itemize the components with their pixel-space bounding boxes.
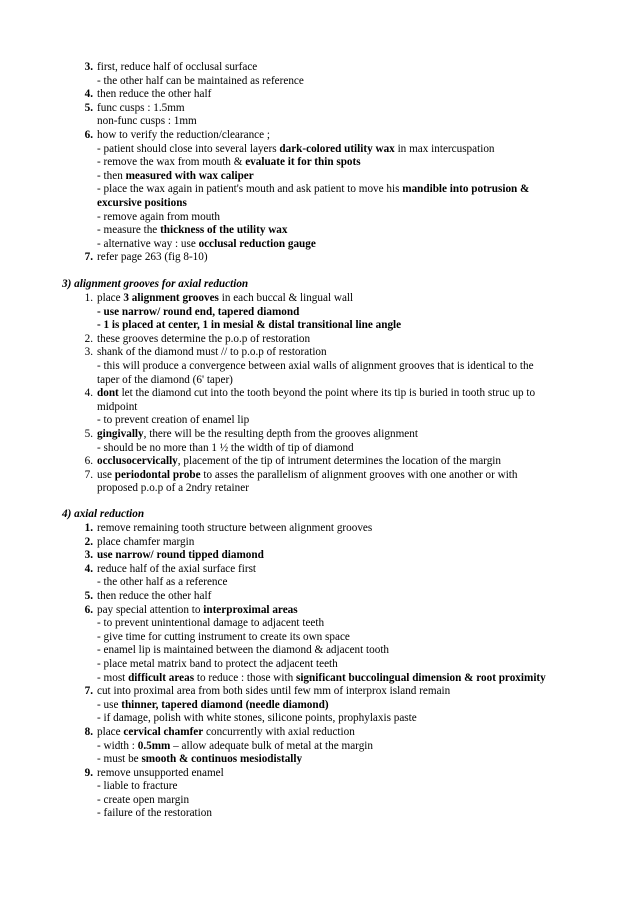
text-run: - most: [97, 671, 129, 684]
text-run: , placement of the tip of intrument determines the location of the margin: [177, 455, 501, 468]
bold-text-run: excursive positions: [97, 196, 187, 209]
list-number: 1.: [84, 522, 93, 534]
list-line: [0, 428, 638, 442]
list-text: [97, 767, 224, 781]
text-run: - the other half as a reference: [97, 576, 228, 589]
section3-heading: 3) alignment grooves for axial reduction: [62, 278, 249, 290]
list-line: [0, 522, 638, 536]
text-run: - patient should close into several layers: [97, 142, 280, 155]
text-run: - to prevent unintentional damage to adjacent teeth: [97, 617, 325, 630]
list-number: 3.: [84, 549, 93, 562]
list-text: [97, 442, 354, 456]
list-text: [97, 780, 177, 794]
list-line: [0, 576, 638, 590]
list-text: [97, 753, 302, 767]
bold-text-run: difficult areas: [128, 671, 195, 684]
list-number: 2.: [84, 332, 93, 345]
list-number: 8.: [84, 725, 93, 738]
bold-text-run: thickness of the utility wax: [160, 224, 288, 237]
text-run: - enamel lip is maintained between the diamond & adjacent tooth: [97, 644, 390, 657]
text-run: remove unsupported enamel: [97, 766, 224, 779]
text-run: - liable to fracture: [97, 780, 178, 793]
text-run: proposed p.o.p of a 2ndry retainer: [97, 482, 249, 495]
bold-text-run: thinner, tapered diamond (needle diamond): [121, 698, 329, 711]
list-line: [0, 644, 638, 658]
list-text: [97, 374, 233, 388]
list-line: [0, 699, 638, 713]
list-line: [0, 455, 638, 469]
list-line: [0, 794, 638, 808]
section4-heading: 4) axial reduction: [62, 508, 145, 520]
list-line: [0, 156, 638, 170]
text-run: first, reduce half of occlusal surface: [97, 61, 258, 73]
text-run: , there will be the resulting depth from the grooves alignment: [143, 427, 418, 440]
bold-text-run: dark-colored utility wax: [279, 142, 395, 155]
list-line: [0, 306, 638, 320]
list-line: [0, 672, 638, 686]
text-run: reduce half of the axial surface first: [97, 562, 257, 575]
list-line: [0, 224, 638, 238]
text-run: let the diamond cut into the tooth beyond the point where its tip is buried in tooth struc up to: [118, 387, 536, 400]
text-run: remove remaining tooth structure between alignment grooves: [97, 522, 373, 534]
list-text: [97, 576, 227, 590]
list-line: [0, 658, 638, 672]
list-text: [97, 143, 495, 157]
list-line: [0, 333, 638, 347]
text-run: use: [97, 468, 115, 481]
text-run: – allow adequate bulk of metal at the margin: [170, 739, 374, 752]
text-run: - failure of the restoration: [97, 807, 212, 820]
list-number: 4.: [84, 562, 93, 575]
bold-text-run: measured with wax caliper: [125, 169, 254, 182]
list-line: [0, 740, 638, 754]
text-run: place chamfer margin: [97, 535, 195, 548]
bold-text-run: cervical chamfer: [123, 725, 204, 738]
bold-text-run: interproximal areas: [203, 603, 298, 616]
list-line: [0, 211, 638, 225]
text-run: non-func cusps : 1mm: [97, 115, 197, 128]
text-run: - alternative way : use: [97, 237, 199, 250]
list-number: 3.: [84, 346, 93, 359]
list-text: [97, 522, 372, 536]
section3-list: [0, 292, 638, 496]
bold-text-run: periodontal probe: [114, 468, 201, 481]
list-text: [97, 401, 137, 415]
list-text: [97, 414, 249, 428]
list-line: [0, 590, 638, 604]
bold-text-run: gingivally: [97, 427, 144, 440]
list-text: [97, 88, 211, 102]
list-line: [0, 767, 638, 781]
list-text: [97, 129, 270, 143]
list-line: [0, 604, 638, 618]
text-run: - use: [97, 698, 122, 711]
list-text: [97, 712, 417, 726]
list-text: [97, 644, 389, 658]
bold-text-run: - 1 is placed at center, 1 in mesial & distal transitional line angle: [97, 319, 402, 332]
list-line: [0, 197, 638, 211]
bold-text-run: occlusocervically: [97, 455, 178, 468]
list-text: [97, 536, 194, 550]
text-run: - to prevent creation of enamel lip: [97, 414, 250, 427]
list-line: [0, 442, 638, 456]
list-text: [97, 170, 254, 184]
text-run: - width :: [97, 739, 138, 752]
bold-text-run: significant buccolingual dimension & root proximity: [295, 671, 546, 684]
list-number: 5.: [84, 589, 93, 602]
list-text: [97, 115, 197, 129]
text-run: - place metal matrix band to protect the adjacent teeth: [97, 657, 338, 670]
text-run: then reduce the other half: [97, 589, 212, 602]
list-text: [97, 360, 534, 374]
text-run: to reduce : those with: [194, 671, 296, 684]
list-line: [0, 251, 638, 265]
list-text: [97, 794, 189, 808]
text-run: - create open margin: [97, 793, 190, 806]
list-text: [97, 333, 310, 347]
list-text: [97, 428, 418, 442]
text-run: shank of the diamond must // to p.o.p of restoration: [97, 346, 327, 359]
list-line: [0, 536, 638, 550]
list-number: 4.: [84, 387, 93, 400]
list-text: [97, 699, 329, 713]
list-line: [0, 563, 638, 577]
list-text: [97, 102, 185, 116]
list-number: 4.: [84, 88, 93, 101]
text-run: how to verify the reduction/clearance ;: [97, 128, 271, 141]
list-text: [97, 563, 256, 577]
list-line: [0, 319, 638, 333]
list-text: [97, 61, 257, 75]
text-run: then reduce the other half: [97, 88, 212, 101]
text-run: - should be no more than 1 ½ the width of tip of diamond: [97, 441, 354, 454]
list-line: [0, 482, 638, 496]
list-line: [0, 238, 638, 252]
bold-text-run: 0.5mm: [137, 739, 171, 752]
list-text: [97, 346, 327, 360]
list-text: [97, 740, 373, 754]
list-text: [97, 251, 208, 265]
list-number: 7.: [84, 685, 93, 698]
text-run: - the other half can be maintained as reference: [97, 74, 304, 87]
bold-text-run: mandible into potrusion &: [402, 183, 530, 196]
text-run: - remove the wax from mouth &: [97, 156, 246, 169]
list-line: [0, 292, 638, 306]
list-line: [0, 115, 638, 129]
list-text: [97, 211, 220, 225]
list-text: [97, 183, 529, 197]
text-run: cut into proximal area from both sides until few mm of interprox island remain: [97, 685, 451, 698]
text-run: place: [97, 292, 124, 304]
list-text: [97, 604, 298, 618]
list-number: 2.: [84, 535, 93, 548]
list-line: [0, 712, 638, 726]
text-run: - place the wax again in patient's mouth and ask patient to move his: [97, 183, 403, 196]
list-text: [97, 224, 287, 238]
list-number: 6.: [84, 603, 93, 616]
list-text: [97, 319, 401, 333]
list-line: [0, 374, 638, 388]
bold-text-run: - use narrow/ round end, tapered diamond: [97, 305, 300, 318]
list-text: [97, 672, 546, 686]
list-line: [0, 143, 638, 157]
list-line: [0, 346, 638, 360]
list-text: [97, 306, 299, 320]
text-run: taper of the diamond (6' taper): [97, 373, 233, 386]
list-text: [97, 469, 518, 483]
list-number: 7.: [84, 251, 93, 264]
list-line: [0, 631, 638, 645]
bold-text-run: smooth & continuos mesiodistally: [141, 753, 303, 766]
text-run: - if damage, polish with white stones, silicone points, prophylaxis paste: [97, 712, 417, 725]
text-run: these grooves determine the p.o.p of restoration: [97, 332, 311, 345]
list-text: [97, 631, 350, 645]
list-number: 5.: [84, 101, 93, 114]
list-line: [0, 617, 638, 631]
list-line: [0, 360, 638, 374]
list-text: [97, 292, 353, 306]
bold-text-run: occlusal reduction gauge: [198, 237, 316, 250]
list-text: [97, 726, 355, 740]
text-run: - remove again from mouth: [97, 210, 221, 223]
list-line: [0, 401, 638, 415]
text-run: to asses the parallelism of alignment grooves with one another or with: [200, 468, 518, 481]
section4-list: [0, 522, 638, 821]
text-run: - must be: [97, 753, 142, 766]
list-number: 9.: [84, 766, 93, 779]
text-run: - measure the: [97, 224, 161, 237]
section2-list: [0, 61, 638, 265]
list-line: [0, 61, 638, 75]
list-text: [97, 156, 361, 170]
text-run: func cusps : 1.5mm: [97, 101, 185, 114]
list-line: [0, 549, 638, 563]
list-text: [97, 387, 535, 401]
text-run: place: [97, 725, 124, 738]
bold-text-run: evaluate it for thin spots: [245, 156, 361, 169]
list-text: [97, 617, 324, 631]
list-line: [0, 780, 638, 794]
list-text: [97, 685, 450, 699]
list-line: [0, 183, 638, 197]
list-line: [0, 88, 638, 102]
list-number: 5.: [84, 427, 93, 440]
list-line: [0, 807, 638, 821]
list-text: [97, 807, 212, 821]
list-line: [0, 685, 638, 699]
list-line: [0, 102, 638, 116]
list-number: 6.: [84, 455, 93, 468]
list-text: [97, 482, 249, 496]
list-line: [0, 129, 638, 143]
list-line: [0, 75, 638, 89]
list-line: [0, 387, 638, 401]
list-line: [0, 753, 638, 767]
list-line: [0, 414, 638, 428]
text-run: - give time for cutting instrument to create its own space: [97, 630, 350, 643]
text-run: - this will produce a convergence between axial walls of alignment grooves that is identical to the: [97, 359, 534, 372]
list-text: [97, 238, 316, 252]
text-run: in max intercuspation: [394, 142, 495, 155]
text-run: in each buccal & lingual wall: [218, 292, 354, 304]
list-number: 3.: [84, 61, 93, 73]
list-number: 1.: [84, 292, 93, 304]
list-line: [0, 469, 638, 483]
list-text: [97, 658, 338, 672]
text-run: midpoint: [97, 400, 138, 413]
text-run: pay special attention to: [97, 603, 204, 616]
list-text: [97, 590, 211, 604]
list-text: [97, 197, 187, 211]
text-run: concurrently with axial reduction: [203, 725, 355, 738]
text-run: - then: [97, 169, 126, 182]
list-line: [0, 726, 638, 740]
text-run: refer page 263 (fig 8-10): [97, 251, 208, 264]
list-text: [97, 75, 304, 89]
list-text: [97, 455, 501, 469]
bold-text-run: use narrow/ round tipped diamond: [97, 549, 264, 562]
list-text: [97, 549, 264, 563]
list-line: [0, 170, 638, 184]
list-number: 6.: [84, 128, 93, 141]
bold-text-run: 3 alignment grooves: [123, 292, 219, 304]
bold-text-run: dont: [97, 387, 119, 400]
list-number: 7.: [84, 468, 93, 481]
